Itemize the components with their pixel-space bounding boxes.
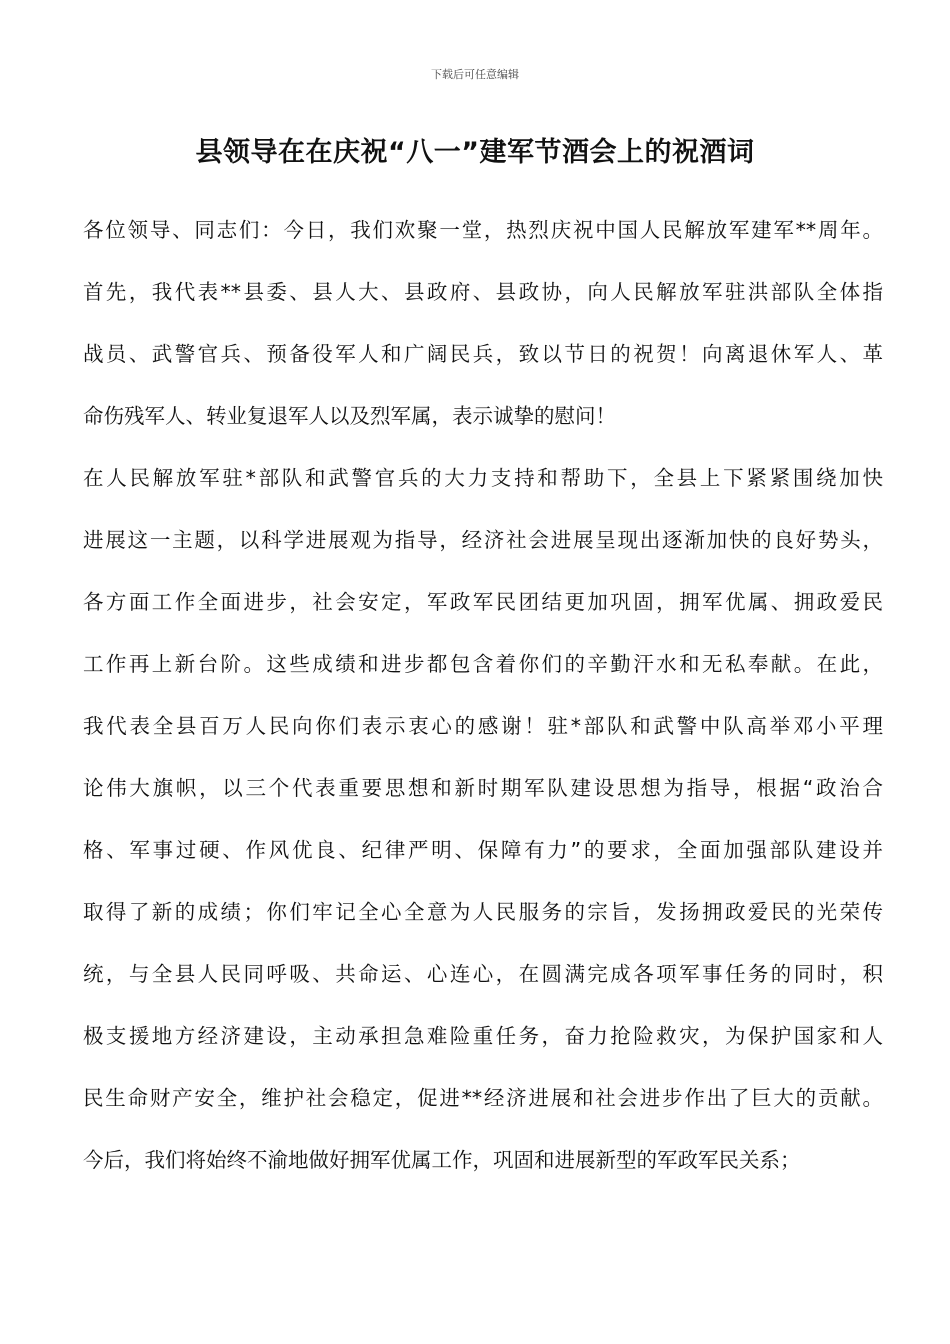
- body-line: 命伤残军人、转业复退军人以及烈军属，表示诚挚的慰问！: [83, 404, 616, 428]
- body-line: 论伟大旗帜，以三个代表重要思想和新时期军队建设思想为指导，根据“政治合: [83, 776, 883, 800]
- body-line: 首先，我代表**县委、县人大、县政府、县政协，向人民解放军驻洪部队全体指: [83, 280, 883, 304]
- document-title: 县领导在在庆祝“八一”建军节酒会上的祝酒词: [195, 137, 755, 168]
- body-line: 统，与全县人民同呼吸、共命运、心连心，在圆满完成各项军事任务的同时，积: [83, 962, 883, 986]
- body-line: 在人民解放军驻*部队和武警官兵的大力支持和帮助下，全县上下紧紧围绕加快: [83, 466, 883, 490]
- body-line: 工作再上新台阶。这些成绩和进步都包含着你们的辛勤汗水和无私奉献。在此，: [83, 652, 883, 676]
- body-line: 民生命财产安全，维护社会稳定，促进**经济进展和社会进步作出了巨大的贡献。: [83, 1086, 883, 1110]
- body-line: 极支援地方经济建设，主动承担急难险重任务，奋力抢险救灾，为保护国家和人: [83, 1024, 883, 1048]
- body-line: 我代表全县百万人民向你们表示衷心的感谢！驻*部队和武警中队高举邓小平理: [83, 714, 883, 738]
- header-note: 下载后可任意编辑: [431, 68, 519, 81]
- body-line: 今后，我们将始终不渝地做好拥军优属工作，巩固和进展新型的军政军民关系；: [83, 1148, 801, 1172]
- document-body: [83, 218, 883, 1210]
- body-line: 各方面工作全面进步，社会安定，军政军民团结更加巩固，拥军优属、拥政爱民: [83, 590, 883, 614]
- body-line: 进展这一主题，以科学进展观为指导，经济社会进展呈现出逐渐加快的良好势头，: [83, 528, 883, 552]
- body-line: 格、军事过硬、作风优良、纪律严明、保障有力”的要求，全面加强部队建设并: [83, 838, 883, 862]
- body-line: 取得了新的成绩；你们牢记全心全意为人民服务的宗旨，发扬拥政爱民的光荣传: [83, 900, 883, 924]
- body-line: 各位领导、同志们：今日，我们欢聚一堂，热烈庆祝中国人民解放军建军**周年。: [83, 218, 883, 242]
- body-line: 战员、武警官兵、预备役军人和广阔民兵，致以节日的祝贺！向离退休军人、革: [83, 342, 883, 366]
